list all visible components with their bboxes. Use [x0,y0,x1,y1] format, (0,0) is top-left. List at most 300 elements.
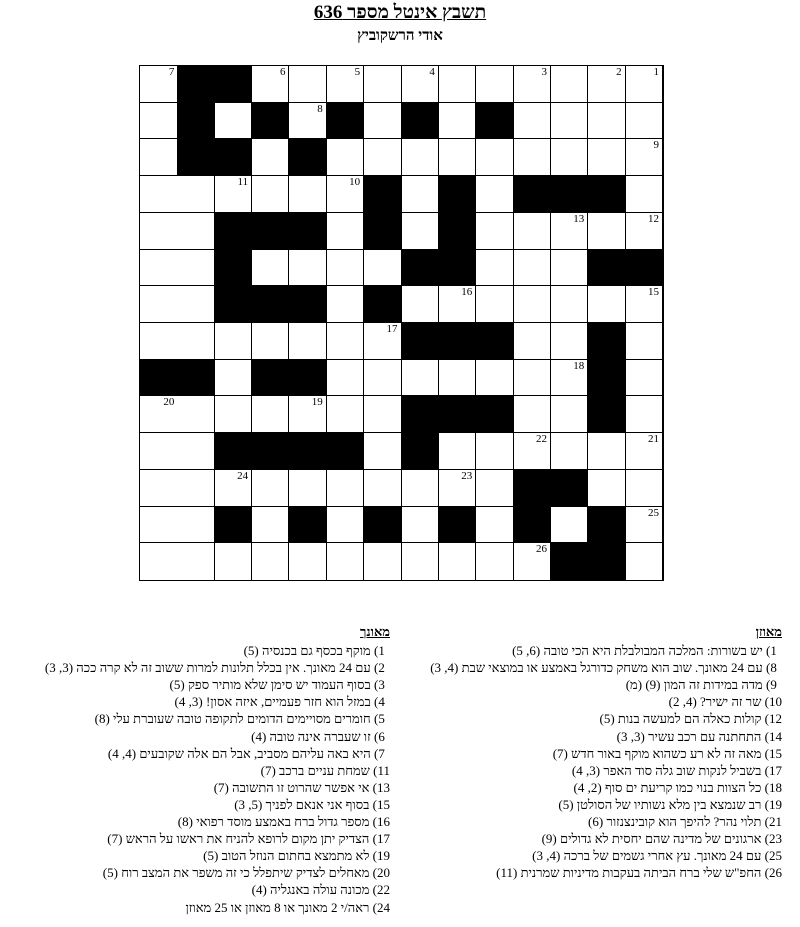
black-square [514,470,551,507]
across-clue [402,779,782,796]
grid-cell[interactable] [140,396,177,433]
clue-number: 12 [648,212,659,225]
grid-cell[interactable] [289,250,326,287]
down-clue [10,676,390,693]
grid-cell[interactable] [177,433,214,470]
grid-cell[interactable] [476,433,513,470]
grid-cell[interactable] [551,103,588,140]
clue-text: שמחת עניים ברכב (7) [260,762,374,778]
grid-cell[interactable] [626,66,663,103]
grid-cell[interactable] [140,66,177,103]
grid-cell[interactable] [364,66,401,103]
grid-cell[interactable] [514,213,551,250]
grid-cell[interactable] [252,470,289,507]
black-square [588,323,625,360]
grid-cell[interactable] [514,66,551,103]
down-clue [10,847,390,864]
grid-cell[interactable] [588,433,625,470]
down-clue [10,881,390,898]
grid-cell[interactable] [140,433,177,470]
clue-number: 16 [461,286,473,299]
black-square [439,176,476,213]
grid-cell[interactable] [626,360,663,397]
black-square [177,66,214,103]
down-clue [10,728,390,745]
grid-cell[interactable] [364,103,401,140]
black-square [626,250,663,287]
grid-cell[interactable] [551,433,588,470]
grid-cell[interactable] [364,250,401,287]
black-square [364,213,401,250]
grid-cell[interactable] [252,507,289,544]
black-square [215,250,252,287]
across-clue [402,728,782,745]
grid-cell[interactable] [140,507,177,544]
grid-cell[interactable] [402,66,439,103]
grid-cell[interactable] [140,139,177,176]
black-square [215,66,252,103]
grid-cell[interactable] [402,543,439,580]
clue-text: עם 24 מאונך. אין בכלל תלונות למרות ששוב זה לא קרה ככה (3, 3) [44,660,374,676]
crossword-grid [139,65,664,581]
grid-cell[interactable] [626,507,663,544]
clue-number: 10 [349,176,361,189]
black-square [402,323,439,360]
clue-index: 8) [766,660,777,676]
black-square [402,103,439,140]
grid-cell[interactable] [439,139,476,176]
grid-cell[interactable] [626,543,663,580]
grid-cell[interactable] [327,250,364,287]
grid-cell[interactable] [476,470,513,507]
grid-cell[interactable] [439,66,476,103]
clue-number: 1 [653,66,659,78]
clue-index: 25) [764,848,782,864]
grid-cell[interactable] [626,213,663,250]
grid-cell[interactable] [289,103,326,140]
across-clue [402,847,782,864]
clue-number: 4 [429,66,435,78]
black-square [177,103,214,140]
grid-cell[interactable] [364,543,401,580]
grid-cell[interactable] [327,286,364,323]
clue-text: מכונה עולה באנגליה (4) [251,882,373,898]
clue-index: 21) [764,814,782,830]
down-clue [10,899,390,916]
grid-cell[interactable] [551,213,588,250]
across-clue [402,676,782,693]
clue-index: 19) [372,848,390,864]
clue-number: 24 [237,469,249,482]
down-clue [10,710,390,727]
black-square [439,396,476,433]
grid-cell[interactable] [289,396,326,433]
grid-cell[interactable] [439,433,476,470]
grid-cell[interactable] [140,470,177,507]
clue-index: 17) [764,762,782,778]
grid-cell[interactable] [626,139,663,176]
clue-index: 7) [374,745,385,761]
clue-number: 21 [648,433,659,446]
grid-cell[interactable] [140,213,177,250]
grid-cell[interactable] [439,360,476,397]
clue-text: כל הצוות בנוי כמו קריעת ים סוף (2, 4) [573,779,765,795]
black-square [177,139,214,176]
grid-cell[interactable] [626,286,663,323]
clue-index: 13) [372,779,390,795]
across-clue [402,659,782,676]
clue-index: 1) [766,643,777,659]
black-square [289,507,326,544]
black-square [252,360,289,397]
down-clue [10,745,390,762]
black-square [551,543,588,580]
grid-cell[interactable] [252,176,289,213]
grid-cell[interactable] [514,286,551,323]
black-square [364,176,401,213]
grid-cell[interactable] [177,323,214,360]
black-square [177,360,214,397]
clue-index: 6) [374,728,385,744]
grid-cell[interactable] [215,103,252,140]
black-square [588,176,625,213]
grid-cell[interactable] [289,543,326,580]
grid-cell[interactable] [140,103,177,140]
black-square [439,323,476,360]
clue-number: 2 [616,66,622,78]
grid-cell[interactable] [327,543,364,580]
grid-cell[interactable] [177,213,214,250]
grid-cell[interactable] [215,470,252,507]
clue-text: עם 24 מאונך. עץ אחרי גשמים של ברכה (4, 3) [532,848,765,864]
grid-cell[interactable] [514,103,551,140]
across-clue [402,745,782,762]
black-square [289,286,326,323]
across-clues [402,623,782,881]
grid-cell[interactable] [364,433,401,470]
black-square [140,360,177,397]
clue-index: 5) [374,711,385,727]
grid-cell[interactable] [402,470,439,507]
clue-text: תלוי נהר? להיפך הוא קובינצנזור (6) [588,814,765,830]
grid-cell[interactable] [402,176,439,213]
down-clue [10,830,390,847]
grid-cell[interactable] [177,543,214,580]
grid-cell[interactable] [551,250,588,287]
grid-cell[interactable] [364,470,401,507]
grid-cell[interactable] [327,396,364,433]
down-clue [10,642,390,659]
grid-cell[interactable] [626,470,663,507]
grid-cell[interactable] [402,213,439,250]
grid-cell[interactable] [252,396,289,433]
grid-cell[interactable] [252,323,289,360]
grid-cell[interactable] [476,286,513,323]
grid-cell[interactable] [588,470,625,507]
grid-cell[interactable] [215,543,252,580]
grid-cell[interactable] [327,323,364,360]
clue-text: ארגונים של מדינה שהם יחסית לא גדולים (9) [541,831,765,847]
grid-cell[interactable] [177,507,214,544]
black-square [289,433,326,470]
grid-cell[interactable] [327,470,364,507]
grid-cell[interactable] [514,360,551,397]
down-clue [10,864,390,881]
grid-cell[interactable] [364,323,401,360]
clue-number: 8 [317,102,323,115]
grid-cell[interactable] [177,470,214,507]
black-square [215,507,252,544]
clue-index: 11) [373,762,390,778]
grid-cell[interactable] [177,286,214,323]
black-square [439,213,476,250]
clue-number: 14 [423,249,435,262]
black-square [215,286,252,323]
grid-cell[interactable] [215,396,252,433]
grid-cell[interactable] [476,176,513,213]
black-square [551,176,588,213]
grid-cell[interactable] [402,360,439,397]
clue-text: יש בשורות: המלכה המבולבלת היא הכי טובה (6, 5) [512,643,766,659]
clue-text: שר זה ישיר? (4, 2) [668,694,765,710]
grid-cell[interactable] [402,507,439,544]
down-clue [10,813,390,830]
grid-cell[interactable] [439,286,476,323]
grid-cell[interactable] [588,286,625,323]
down-clue [10,796,390,813]
clue-index: 16) [372,814,390,830]
black-square [402,250,439,287]
grid-cell[interactable] [626,396,663,433]
grid-cell[interactable] [289,323,326,360]
clue-number: 7 [168,66,175,78]
grid-cell[interactable] [327,139,364,176]
grid-cell[interactable] [327,66,364,103]
black-square [588,543,625,580]
black-square [439,507,476,544]
grid-cell[interactable] [476,66,513,103]
black-square [439,250,476,287]
clue-index: 18) [764,779,782,795]
grid-cell[interactable] [327,507,364,544]
clue-text: בסוף אני אנאם לפניך (5, 3) [234,796,373,812]
clue-index: 24) [372,899,390,915]
clue-index: 20) [372,865,390,881]
clue-text: הצדיק יתן מקום לרופא להניח את ראשו על הראש (7) [107,831,373,847]
grid-cell[interactable] [514,250,551,287]
grid-cell[interactable] [588,103,625,140]
across-clue [402,796,782,813]
clue-text: מדה במידות זה המון (9) (מ) [625,677,766,693]
grid-cell[interactable] [140,176,177,213]
grid-cell[interactable] [177,176,214,213]
clue-text: אי אפשר שהרוט זו התשובה (7) [213,779,373,795]
clue-number: 25 [648,506,659,519]
black-square [215,139,252,176]
across-clue [402,813,782,830]
grid-cell[interactable] [476,360,513,397]
clue-number: 3 [541,66,547,78]
across-clue [402,642,782,659]
grid-cell[interactable] [439,543,476,580]
clue-number: 5 [354,66,361,78]
grid-cell[interactable] [476,139,513,176]
grid-cell[interactable] [439,103,476,140]
down-heading: מאונך [360,624,390,639]
black-square [514,507,551,544]
grid-cell[interactable] [476,507,513,544]
grid-cell[interactable] [551,139,588,176]
clue-text: עם 24 מאונך. שוב הוא משחק כדורגל באמצע או במוצאי שבת (4, 3) [430,660,766,676]
grid-cell[interactable] [140,543,177,580]
clue-text: ראה/י 2 מאונך או 8 מאוזן או 25 מאוזן [185,899,373,915]
grid-cell[interactable] [514,323,551,360]
clue-index: 3) [374,677,385,693]
clue-number: 6 [279,66,286,78]
clue-index: 22) [372,882,390,898]
clue-number: 19 [311,396,323,409]
puzzle-author: אודי הרשקוביץ [357,28,443,44]
black-square [289,360,326,397]
grid-cell[interactable] [476,543,513,580]
clue-number: 15 [648,286,659,299]
black-square [588,250,625,287]
grid-cell[interactable] [551,360,588,397]
black-square [252,213,289,250]
grid-cell[interactable] [551,396,588,433]
grid-cell[interactable] [252,139,289,176]
grid-cell[interactable] [327,176,364,213]
black-square [588,507,625,544]
grid-cell[interactable] [140,323,177,360]
clue-index: 9) [766,677,777,693]
black-square [252,433,289,470]
clue-index: 17) [372,831,390,847]
down-clues [10,623,390,916]
black-square [476,396,513,433]
black-square [327,433,364,470]
grid-cell[interactable] [588,139,625,176]
puzzle-title: תשבץ אינטל מספר 636 [313,2,487,23]
grid-cell[interactable] [402,139,439,176]
grid-cell[interactable] [402,286,439,323]
black-square [215,433,252,470]
grid-cell[interactable] [327,213,364,250]
clue-number: 20 [163,396,175,409]
grid-cell[interactable] [551,286,588,323]
clue-number: 22 [535,433,547,446]
grid-cell[interactable] [215,323,252,360]
clue-number: 11 [237,176,249,189]
clue-text: בסוף העמוד יש סימן שלא מותיר ספק (5) [169,677,374,693]
black-square [402,396,439,433]
black-square [588,396,625,433]
clue-index: 1) [374,643,385,659]
black-square [588,360,625,397]
clue-text: בשביל לנקות שוב גלה סוד האפר (3, 4) [571,762,765,778]
clue-index: 23) [764,831,782,847]
grid-cell[interactable] [588,66,625,103]
clue-number: 13 [573,212,585,225]
clue-text: מספר גדול ברח באמצע מוסד רפואי (8) [177,814,373,830]
down-clue [10,762,390,779]
grid-cell[interactable] [476,250,513,287]
black-square [289,213,326,250]
grid-cell[interactable] [476,213,513,250]
clue-text: מאה זה לא רע כשהוא מוקף באור חדש (7) [552,745,765,761]
grid-cell[interactable] [588,213,625,250]
grid-cell[interactable] [289,176,326,213]
clue-text: התחתנה עם רכב עשיר (3, 3) [616,728,765,744]
clue-text: במזל הוא חזר פעמיים, איזה אסון! (3, 4) [174,694,374,710]
grid-cell[interactable] [252,543,289,580]
grid-cell[interactable] [514,433,551,470]
grid-cell[interactable] [364,139,401,176]
across-clue [402,710,782,727]
grid-cell[interactable] [439,470,476,507]
black-square [289,139,326,176]
grid-cell[interactable] [364,360,401,397]
grid-cell[interactable] [289,66,326,103]
grid-cell[interactable] [252,66,289,103]
black-square [215,213,252,250]
clue-text: לא מתמצא בחתום הנוזל הטוב (5) [203,848,373,864]
clue-index: 15) [372,796,390,812]
grid-cell[interactable] [177,396,214,433]
grid-cell[interactable] [514,543,551,580]
grid-cell[interactable] [626,433,663,470]
grid-cell[interactable] [215,176,252,213]
clue-text: זו שעברה אינה טובה (4) [251,728,374,744]
grid-cell[interactable] [289,470,326,507]
down-clue [10,659,390,676]
clue-number: 26 [535,543,547,556]
grid-cell[interactable] [177,250,214,287]
across-clue [402,864,782,881]
clue-text: מוקף בכסף גם בכנסיה (5) [243,643,374,659]
clue-text: החפ"ש שלי ברח הביתה בעקבות מדיניות שמרנית (11) [496,865,765,881]
grid-cell[interactable] [140,286,177,323]
grid-cell[interactable] [551,507,588,544]
grid-cell[interactable] [514,139,551,176]
grid-cell[interactable] [551,66,588,103]
grid-cell[interactable] [327,360,364,397]
clue-number: 23 [461,469,473,482]
grid-cell[interactable] [140,250,177,287]
grid-cell[interactable] [252,250,289,287]
grid-cell[interactable] [364,396,401,433]
clue-number: 17 [386,323,398,335]
clue-index: 15) [764,745,782,761]
clue-text: מאחלים לצדיק שיתפלל כי זה משפר את המצב רוח (5) [102,865,373,881]
clue-text: רב שנמצא בין מלא נשותיו של הסולטן (5) [558,796,765,812]
grid-cell[interactable] [551,323,588,360]
grid-cell[interactable] [626,323,663,360]
clue-index: 2) [374,660,385,676]
grid-cell[interactable] [626,103,663,140]
black-square [327,103,364,140]
clue-number: 9 [653,139,659,152]
grid-cell[interactable] [514,396,551,433]
down-clue [10,693,390,710]
clue-index: 12) [764,711,782,727]
black-square [364,286,401,323]
across-heading: מאוזן [755,624,782,639]
grid-cell[interactable] [215,360,252,397]
clue-text: קולות כאלה הם למעשה בנות (5) [599,711,765,727]
grid-cell[interactable] [626,176,663,213]
down-clue [10,779,390,796]
